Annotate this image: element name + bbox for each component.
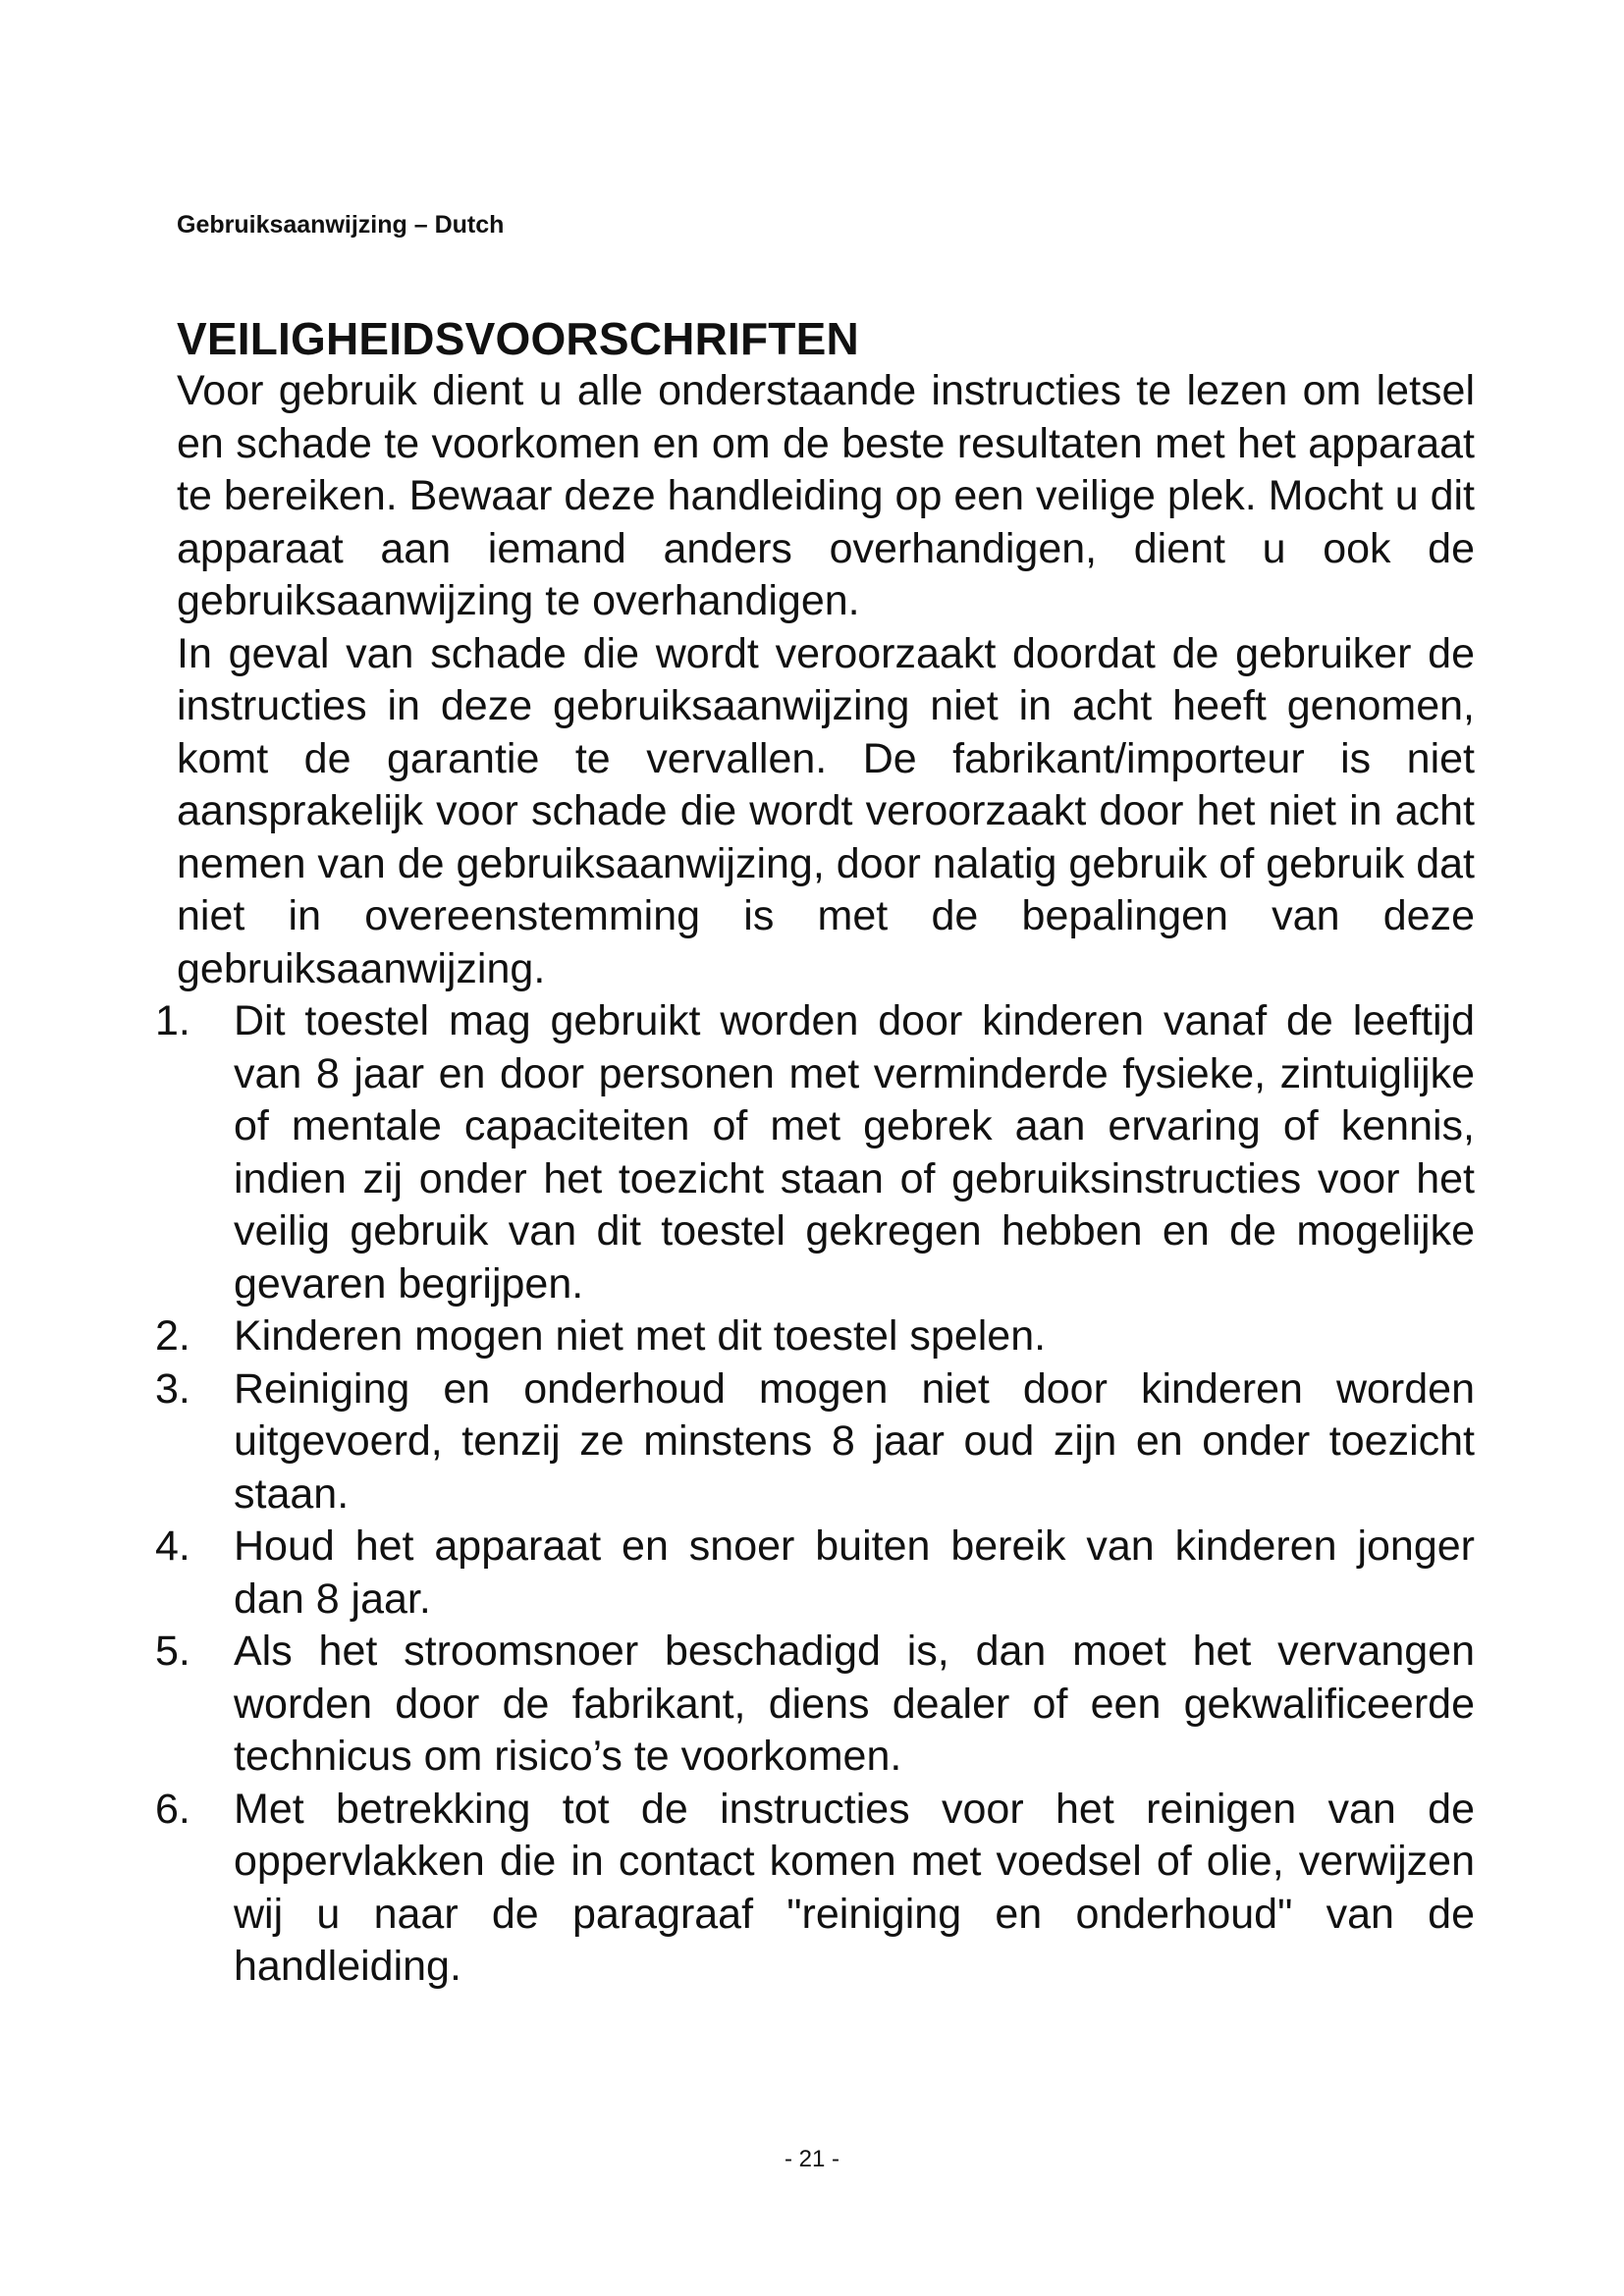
list-item-text: Reiniging en onderhoud mogen niet door kinderen worden uitgevoerd, tenzij ze minstens 8 jaar oud zijn en onder toezicht staan. xyxy=(234,1364,1475,1518)
list-item xyxy=(155,1310,1475,1363)
list-item-number: 3. xyxy=(155,1364,190,1413)
list-item-number: 1. xyxy=(155,997,190,1044)
page-number: - 21 - xyxy=(784,2146,839,2172)
page-content xyxy=(155,312,1475,1994)
list-item xyxy=(155,995,1475,1310)
list-item-text: Kinderen mogen niet met dit toestel spelen. xyxy=(234,1312,1047,1360)
list-item-number: 6. xyxy=(155,1785,190,1833)
list-item-number: 4. xyxy=(155,1522,190,1570)
list-item xyxy=(155,1521,1475,1626)
list-item xyxy=(155,1363,1475,1522)
intro-paragraph: Voor gebruik dient u alle onderstaande instructies te lezen om letsel en schade te voorkomen en om de beste resultaten met het apparaat te bereiken. Bewaar deze handleiding op een veilige plek. Mocht u dit apparaat aan iemand anders overhandigen, dient u ook de gebruiksaanwijzing te overhandigen. xyxy=(177,367,1475,624)
section-title: VEILIGHEIDSVOORSCHRIFTEN xyxy=(177,313,859,364)
list-item-text: Met betrekking tot de instructies voor het reinigen van de oppervlakken die in contact komen met voedsel of olie, verwijzen wij u naar de paragraaf "reiniging en onderhoud" van de handleiding. xyxy=(234,1785,1475,1990)
warranty-paragraph: In geval van schade die wordt veroorzaakt doordat de gebruiker de instructies in deze gebruiksaanwijzing niet in acht heeft genomen, komt de garantie te vervallen. De fabrikant/importeur is niet aansprakelijk voor schade die wordt veroorzaakt door het niet in acht nemen van de gebruiksaanwijzing, door nalatig gebruik of gebruik dat niet in overeenstemming is met de bepalingen van deze gebruiksaanwijzing. xyxy=(177,629,1475,992)
list-item-text: Dit toestel mag gebruikt worden door kinderen vanaf de leeftijd van 8 jaar en door personen met verminderde fysieke, zintuiglijke of mentale capaciteiten of met gebrek aan ervaring of kennis, indien zij onder het toezicht staan of gebruiksinstructies voor het veilig gebruik van dit toestel gekregen hebben en de mogelijke gevaren begrijpen. xyxy=(234,997,1475,1308)
list-item xyxy=(155,1626,1475,1784)
list-item-text: Als het stroomsnoer beschadigd is, dan moet het vervangen worden door de fabrikant, diens dealer of een gekwalificeerde technicus om risico’s te voorkomen. xyxy=(234,1628,1475,1780)
safety-instructions-list xyxy=(155,995,1475,1994)
list-item-text: Houd het apparaat en snoer buiten bereik van kinderen jonger dan 8 jaar. xyxy=(234,1522,1475,1623)
running-header: Gebruiksaanwijzing – Dutch xyxy=(177,211,505,239)
list-item-number: 2. xyxy=(155,1312,190,1360)
list-item-number: 5. xyxy=(155,1628,190,1675)
list-item xyxy=(155,1784,1475,1994)
